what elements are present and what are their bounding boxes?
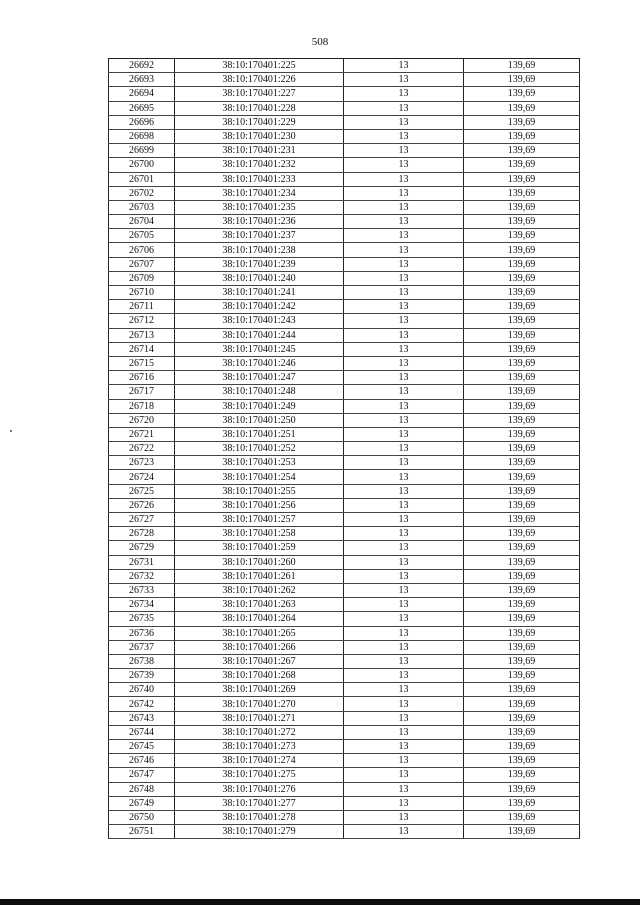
value-cell: 139,69 <box>464 286 580 300</box>
row-number-cell: 26712 <box>109 314 175 328</box>
table-row <box>109 569 580 583</box>
area-cell: 13 <box>344 740 464 754</box>
row-number-cell: 26705 <box>109 229 175 243</box>
row-number-cell: 26744 <box>109 725 175 739</box>
area-cell: 13 <box>344 314 464 328</box>
area-cell: 13 <box>344 583 464 597</box>
value-cell: 139,69 <box>464 314 580 328</box>
table-row <box>109 598 580 612</box>
area-cell: 13 <box>344 399 464 413</box>
cadastral-number-cell: 38:10:170401:233 <box>175 172 344 186</box>
table-row <box>109 328 580 342</box>
cadastral-number-cell: 38:10:170401:254 <box>175 470 344 484</box>
cadastral-number-cell: 38:10:170401:270 <box>175 697 344 711</box>
value-cell: 139,69 <box>464 158 580 172</box>
cadastral-number-cell: 38:10:170401:268 <box>175 669 344 683</box>
value-cell: 139,69 <box>464 229 580 243</box>
table-row <box>109 413 580 427</box>
value-cell: 139,69 <box>464 825 580 839</box>
area-cell: 13 <box>344 569 464 583</box>
row-number-cell: 26746 <box>109 754 175 768</box>
row-number-cell: 26726 <box>109 498 175 512</box>
row-number-cell: 26735 <box>109 612 175 626</box>
table-row <box>109 541 580 555</box>
table-row <box>109 229 580 243</box>
row-number-cell: 26696 <box>109 115 175 129</box>
area-cell: 13 <box>344 527 464 541</box>
row-number-cell: 26698 <box>109 129 175 143</box>
area-cell: 13 <box>344 626 464 640</box>
table-row <box>109 356 580 370</box>
table-row <box>109 640 580 654</box>
area-cell: 13 <box>344 484 464 498</box>
value-cell: 139,69 <box>464 215 580 229</box>
table-row <box>109 683 580 697</box>
row-number-cell: 26723 <box>109 456 175 470</box>
table-row <box>109 810 580 824</box>
row-number-cell: 26693 <box>109 73 175 87</box>
row-number-cell: 26734 <box>109 598 175 612</box>
table-row <box>109 484 580 498</box>
row-number-cell: 26748 <box>109 782 175 796</box>
value-cell: 139,69 <box>464 87 580 101</box>
cadastral-number-cell: 38:10:170401:241 <box>175 286 344 300</box>
row-number-cell: 26714 <box>109 342 175 356</box>
cadastral-number-cell: 38:10:170401:225 <box>175 59 344 73</box>
table-row <box>109 371 580 385</box>
table-row <box>109 768 580 782</box>
row-number-cell: 26710 <box>109 286 175 300</box>
scan-speck <box>10 430 12 432</box>
table-row <box>109 87 580 101</box>
cadastral-number-cell: 38:10:170401:240 <box>175 271 344 285</box>
row-number-cell: 26737 <box>109 640 175 654</box>
row-number-cell: 26711 <box>109 300 175 314</box>
cadastral-number-cell: 38:10:170401:257 <box>175 513 344 527</box>
cadastral-number-cell: 38:10:170401:228 <box>175 101 344 115</box>
area-cell: 13 <box>344 541 464 555</box>
row-number-cell: 26715 <box>109 356 175 370</box>
value-cell: 139,69 <box>464 754 580 768</box>
table-row <box>109 754 580 768</box>
row-number-cell: 26751 <box>109 825 175 839</box>
cadastral-number-cell: 38:10:170401:260 <box>175 555 344 569</box>
cadastral-number-cell: 38:10:170401:273 <box>175 740 344 754</box>
area-cell: 13 <box>344 669 464 683</box>
row-number-cell: 26707 <box>109 257 175 271</box>
value-cell: 139,69 <box>464 711 580 725</box>
value-cell: 139,69 <box>464 555 580 569</box>
data-table <box>108 58 580 839</box>
row-number-cell: 26702 <box>109 186 175 200</box>
value-cell: 139,69 <box>464 740 580 754</box>
row-number-cell: 26704 <box>109 215 175 229</box>
area-cell: 13 <box>344 144 464 158</box>
row-number-cell: 26724 <box>109 470 175 484</box>
table-row <box>109 101 580 115</box>
area-cell: 13 <box>344 87 464 101</box>
table-row <box>109 697 580 711</box>
table-row <box>109 555 580 569</box>
table-row <box>109 158 580 172</box>
value-cell: 139,69 <box>464 598 580 612</box>
area-cell: 13 <box>344 286 464 300</box>
table-row <box>109 286 580 300</box>
cadastral-number-cell: 38:10:170401:264 <box>175 612 344 626</box>
table-body <box>109 59 580 839</box>
cadastral-number-cell: 38:10:170401:232 <box>175 158 344 172</box>
table-row <box>109 257 580 271</box>
table-row <box>109 825 580 839</box>
table-row <box>109 73 580 87</box>
value-cell: 139,69 <box>464 612 580 626</box>
area-cell: 13 <box>344 385 464 399</box>
area-cell: 13 <box>344 101 464 115</box>
table-row <box>109 654 580 668</box>
value-cell: 139,69 <box>464 115 580 129</box>
area-cell: 13 <box>344 711 464 725</box>
area-cell: 13 <box>344 271 464 285</box>
area-cell: 13 <box>344 796 464 810</box>
value-cell: 139,69 <box>464 527 580 541</box>
row-number-cell: 26709 <box>109 271 175 285</box>
row-number-cell: 26740 <box>109 683 175 697</box>
value-cell: 139,69 <box>464 371 580 385</box>
value-cell: 139,69 <box>464 385 580 399</box>
area-cell: 13 <box>344 300 464 314</box>
row-number-cell: 26729 <box>109 541 175 555</box>
value-cell: 139,69 <box>464 583 580 597</box>
table-row <box>109 796 580 810</box>
value-cell: 139,69 <box>464 626 580 640</box>
value-cell: 139,69 <box>464 442 580 456</box>
table-row <box>109 300 580 314</box>
cadastral-number-cell: 38:10:170401:252 <box>175 442 344 456</box>
table-row <box>109 314 580 328</box>
table-row <box>109 129 580 143</box>
cadastral-number-cell: 38:10:170401:258 <box>175 527 344 541</box>
cadastral-number-cell: 38:10:170401:262 <box>175 583 344 597</box>
value-cell: 139,69 <box>464 782 580 796</box>
cadastral-number-cell: 38:10:170401:253 <box>175 456 344 470</box>
value-cell: 139,69 <box>464 484 580 498</box>
cadastral-number-cell: 38:10:170401:230 <box>175 129 344 143</box>
table-row <box>109 626 580 640</box>
row-number-cell: 26739 <box>109 669 175 683</box>
cadastral-number-cell: 38:10:170401:278 <box>175 810 344 824</box>
area-cell: 13 <box>344 640 464 654</box>
table-row <box>109 612 580 626</box>
table-row <box>109 442 580 456</box>
value-cell: 139,69 <box>464 200 580 214</box>
scan-bottom-edge <box>0 899 640 905</box>
value-cell: 139,69 <box>464 513 580 527</box>
cadastral-number-cell: 38:10:170401:246 <box>175 356 344 370</box>
area-cell: 13 <box>344 129 464 143</box>
cadastral-number-cell: 38:10:170401:236 <box>175 215 344 229</box>
cadastral-number-cell: 38:10:170401:256 <box>175 498 344 512</box>
table-row <box>109 342 580 356</box>
value-cell: 139,69 <box>464 59 580 73</box>
value-cell: 139,69 <box>464 413 580 427</box>
area-cell: 13 <box>344 683 464 697</box>
row-number-cell: 26694 <box>109 87 175 101</box>
area-cell: 13 <box>344 257 464 271</box>
table-row <box>109 59 580 73</box>
area-cell: 13 <box>344 328 464 342</box>
area-cell: 13 <box>344 825 464 839</box>
table-row <box>109 782 580 796</box>
row-number-cell: 26718 <box>109 399 175 413</box>
cadastral-number-cell: 38:10:170401:226 <box>175 73 344 87</box>
value-cell: 139,69 <box>464 356 580 370</box>
row-number-cell: 26717 <box>109 385 175 399</box>
value-cell: 139,69 <box>464 683 580 697</box>
area-cell: 13 <box>344 555 464 569</box>
area-cell: 13 <box>344 598 464 612</box>
area-cell: 13 <box>344 725 464 739</box>
cadastral-number-cell: 38:10:170401:235 <box>175 200 344 214</box>
area-cell: 13 <box>344 697 464 711</box>
cadastral-number-cell: 38:10:170401:239 <box>175 257 344 271</box>
cadastral-number-cell: 38:10:170401:277 <box>175 796 344 810</box>
area-cell: 13 <box>344 243 464 257</box>
value-cell: 139,69 <box>464 172 580 186</box>
table-row <box>109 186 580 200</box>
area-cell: 13 <box>344 470 464 484</box>
cadastral-number-cell: 38:10:170401:279 <box>175 825 344 839</box>
value-cell: 139,69 <box>464 470 580 484</box>
area-cell: 13 <box>344 371 464 385</box>
cadastral-number-cell: 38:10:170401:274 <box>175 754 344 768</box>
area-cell: 13 <box>344 186 464 200</box>
table-row <box>109 144 580 158</box>
row-number-cell: 26725 <box>109 484 175 498</box>
cadastral-number-cell: 38:10:170401:267 <box>175 654 344 668</box>
row-number-cell: 26700 <box>109 158 175 172</box>
row-number-cell: 26736 <box>109 626 175 640</box>
cadastral-number-cell: 38:10:170401:247 <box>175 371 344 385</box>
cadastral-number-cell: 38:10:170401:231 <box>175 144 344 158</box>
cadastral-number-cell: 38:10:170401:265 <box>175 626 344 640</box>
area-cell: 13 <box>344 754 464 768</box>
area-cell: 13 <box>344 654 464 668</box>
area-cell: 13 <box>344 513 464 527</box>
area-cell: 13 <box>344 172 464 186</box>
value-cell: 139,69 <box>464 456 580 470</box>
table-row <box>109 243 580 257</box>
row-number-cell: 26692 <box>109 59 175 73</box>
cadastral-number-cell: 38:10:170401:259 <box>175 541 344 555</box>
area-cell: 13 <box>344 342 464 356</box>
row-number-cell: 26749 <box>109 796 175 810</box>
row-number-cell: 26695 <box>109 101 175 115</box>
table-row <box>109 669 580 683</box>
area-cell: 13 <box>344 413 464 427</box>
row-number-cell: 26750 <box>109 810 175 824</box>
value-cell: 139,69 <box>464 725 580 739</box>
cadastral-number-cell: 38:10:170401:243 <box>175 314 344 328</box>
row-number-cell: 26743 <box>109 711 175 725</box>
cadastral-number-cell: 38:10:170401:237 <box>175 229 344 243</box>
value-cell: 139,69 <box>464 669 580 683</box>
table-row <box>109 215 580 229</box>
cadastral-number-cell: 38:10:170401:242 <box>175 300 344 314</box>
area-cell: 13 <box>344 456 464 470</box>
value-cell: 139,69 <box>464 796 580 810</box>
area-cell: 13 <box>344 810 464 824</box>
value-cell: 139,69 <box>464 101 580 115</box>
row-number-cell: 26699 <box>109 144 175 158</box>
table-row <box>109 456 580 470</box>
row-number-cell: 26742 <box>109 697 175 711</box>
row-number-cell: 26728 <box>109 527 175 541</box>
value-cell: 139,69 <box>464 640 580 654</box>
cadastral-number-cell: 38:10:170401:229 <box>175 115 344 129</box>
value-cell: 139,69 <box>464 243 580 257</box>
table-row <box>109 470 580 484</box>
value-cell: 139,69 <box>464 697 580 711</box>
cadastral-number-cell: 38:10:170401:234 <box>175 186 344 200</box>
area-cell: 13 <box>344 59 464 73</box>
table-row <box>109 711 580 725</box>
row-number-cell: 26701 <box>109 172 175 186</box>
row-number-cell: 26721 <box>109 427 175 441</box>
value-cell: 139,69 <box>464 73 580 87</box>
cadastral-number-cell: 38:10:170401:238 <box>175 243 344 257</box>
table-row <box>109 385 580 399</box>
value-cell: 139,69 <box>464 810 580 824</box>
value-cell: 139,69 <box>464 569 580 583</box>
cadastral-number-cell: 38:10:170401:249 <box>175 399 344 413</box>
row-number-cell: 26745 <box>109 740 175 754</box>
cadastral-number-cell: 38:10:170401:261 <box>175 569 344 583</box>
area-cell: 13 <box>344 200 464 214</box>
value-cell: 139,69 <box>464 541 580 555</box>
row-number-cell: 26732 <box>109 569 175 583</box>
value-cell: 139,69 <box>464 768 580 782</box>
cadastral-number-cell: 38:10:170401:272 <box>175 725 344 739</box>
value-cell: 139,69 <box>464 427 580 441</box>
value-cell: 139,69 <box>464 257 580 271</box>
table-wrapper <box>108 58 579 839</box>
row-number-cell: 26706 <box>109 243 175 257</box>
value-cell: 139,69 <box>464 271 580 285</box>
value-cell: 139,69 <box>464 498 580 512</box>
cadastral-number-cell: 38:10:170401:266 <box>175 640 344 654</box>
cadastral-number-cell: 38:10:170401:276 <box>175 782 344 796</box>
area-cell: 13 <box>344 442 464 456</box>
row-number-cell: 26733 <box>109 583 175 597</box>
cadastral-number-cell: 38:10:170401:227 <box>175 87 344 101</box>
area-cell: 13 <box>344 73 464 87</box>
row-number-cell: 26703 <box>109 200 175 214</box>
page-number: 508 <box>311 36 329 48</box>
value-cell: 139,69 <box>464 654 580 668</box>
row-number-cell: 26713 <box>109 328 175 342</box>
row-number-cell: 26747 <box>109 768 175 782</box>
row-number-cell: 26738 <box>109 654 175 668</box>
table-row <box>109 725 580 739</box>
cadastral-number-cell: 38:10:170401:255 <box>175 484 344 498</box>
value-cell: 139,69 <box>464 129 580 143</box>
row-number-cell: 26722 <box>109 442 175 456</box>
cadastral-number-cell: 38:10:170401:244 <box>175 328 344 342</box>
table-row <box>109 271 580 285</box>
cadastral-number-cell: 38:10:170401:271 <box>175 711 344 725</box>
area-cell: 13 <box>344 115 464 129</box>
table-row <box>109 399 580 413</box>
table-row <box>109 513 580 527</box>
cadastral-number-cell: 38:10:170401:245 <box>175 342 344 356</box>
area-cell: 13 <box>344 782 464 796</box>
area-cell: 13 <box>344 158 464 172</box>
area-cell: 13 <box>344 356 464 370</box>
row-number-cell: 26727 <box>109 513 175 527</box>
table-row <box>109 527 580 541</box>
cadastral-number-cell: 38:10:170401:275 <box>175 768 344 782</box>
cadastral-number-cell: 38:10:170401:250 <box>175 413 344 427</box>
value-cell: 139,69 <box>464 186 580 200</box>
value-cell: 139,69 <box>464 399 580 413</box>
value-cell: 139,69 <box>464 300 580 314</box>
value-cell: 139,69 <box>464 328 580 342</box>
row-number-cell: 26731 <box>109 555 175 569</box>
area-cell: 13 <box>344 768 464 782</box>
row-number-cell: 26720 <box>109 413 175 427</box>
area-cell: 13 <box>344 498 464 512</box>
table-row <box>109 427 580 441</box>
cadastral-number-cell: 38:10:170401:263 <box>175 598 344 612</box>
value-cell: 139,69 <box>464 342 580 356</box>
row-number-cell: 26716 <box>109 371 175 385</box>
cadastral-number-cell: 38:10:170401:248 <box>175 385 344 399</box>
table-row <box>109 583 580 597</box>
table-row <box>109 115 580 129</box>
area-cell: 13 <box>344 612 464 626</box>
cadastral-number-cell: 38:10:170401:269 <box>175 683 344 697</box>
table-row <box>109 172 580 186</box>
table-row <box>109 498 580 512</box>
table-row <box>109 200 580 214</box>
area-cell: 13 <box>344 427 464 441</box>
table-row <box>109 740 580 754</box>
value-cell: 139,69 <box>464 144 580 158</box>
area-cell: 13 <box>344 215 464 229</box>
area-cell: 13 <box>344 229 464 243</box>
cadastral-number-cell: 38:10:170401:251 <box>175 427 344 441</box>
